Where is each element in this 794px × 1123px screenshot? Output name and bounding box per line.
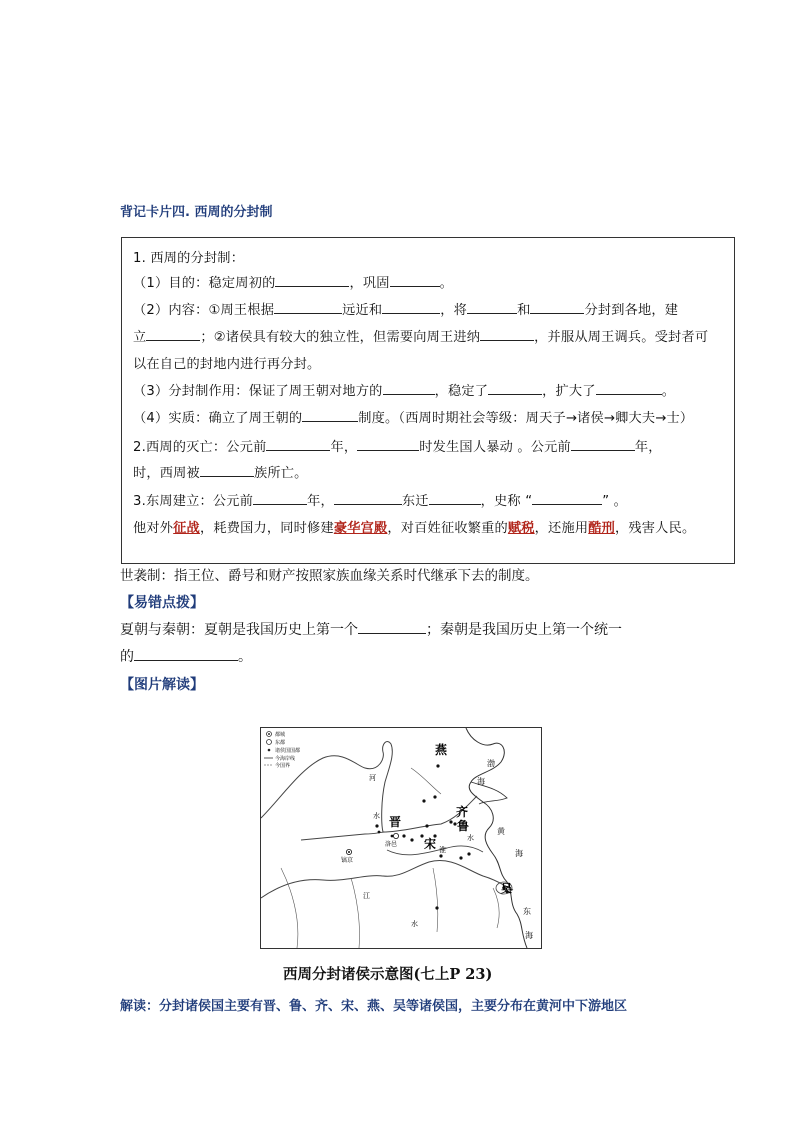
- fill-blank[interactable]: [200, 464, 254, 477]
- text: （3）分封制作用：保证了周王朝对地方的: [133, 384, 383, 399]
- city-dot: [433, 795, 436, 798]
- legend-label: 都城: [275, 732, 286, 738]
- text: 东迁: [401, 494, 429, 509]
- state-jin-label: 晋: [389, 815, 402, 829]
- text: （1）目的：稳定周初的: [133, 276, 276, 291]
- coastline: [466, 728, 527, 948]
- highlight-war: 征战: [173, 521, 200, 536]
- text: ，还施用: [534, 521, 589, 536]
- river-label: 水: [373, 812, 380, 820]
- city-dot: [391, 835, 394, 838]
- picture-heading: 【图片解读】: [120, 677, 204, 693]
- city-dot: [439, 854, 442, 857]
- fill-blank[interactable]: [382, 301, 440, 314]
- tributary: [351, 878, 360, 948]
- text: 。: [238, 649, 252, 665]
- state-yan-label: 燕: [435, 743, 448, 757]
- city-dot: [378, 831, 381, 834]
- city-dot: [459, 856, 462, 859]
- legend-label: 今海岸线: [275, 756, 296, 762]
- text: 远近和: [342, 303, 383, 318]
- text: ，并服从周王调兵。受封者可: [534, 330, 709, 345]
- state-lu-label: 鲁: [457, 819, 470, 833]
- text: 他对外: [133, 521, 174, 536]
- fill-blank[interactable]: [467, 301, 517, 314]
- text: 3.东周建立：公元前: [133, 494, 254, 509]
- easy-error-line-1: [120, 619, 622, 639]
- text: ，对百姓征收繁重的: [387, 521, 508, 536]
- tributary: [281, 868, 298, 948]
- legend-label: 诸侯国国都: [275, 748, 301, 754]
- legend-label: 东都: [275, 740, 286, 746]
- western-zhou-map: [260, 727, 542, 949]
- state-wu-label: 吴: [501, 882, 512, 895]
- text: 。: [439, 276, 454, 291]
- tributary: [433, 868, 438, 932]
- highlight-punishment: 酷刑: [588, 521, 616, 536]
- text: 年，: [634, 440, 662, 455]
- fill-blank[interactable]: [146, 328, 200, 341]
- text: ” 。: [602, 494, 628, 509]
- box-line-7: [133, 407, 693, 426]
- text: ，残害人民。: [615, 521, 696, 536]
- box-line-9: [133, 462, 308, 481]
- fill-blank[interactable]: [134, 648, 238, 661]
- legend-label: 今国界: [275, 763, 291, 769]
- state-song-label: 宋: [424, 837, 437, 851]
- box-line-11: [133, 517, 695, 536]
- tributary: [411, 768, 441, 794]
- haojing-marker-dot: [348, 851, 350, 853]
- fill-blank[interactable]: [571, 438, 635, 451]
- card-title: 背记卡片四. 西周的分封制: [120, 205, 273, 220]
- text: 和: [517, 303, 531, 318]
- box-line-5: 以在自己的封地内进行再分封。: [133, 357, 321, 372]
- river-label: 河: [369, 774, 376, 782]
- city-dot: [435, 906, 438, 909]
- city-dot: [402, 834, 405, 837]
- text: 制度。（西周时期社会等级：周天子→诸侯→卿大夫→士）: [358, 411, 694, 426]
- fill-blank[interactable]: [480, 328, 534, 341]
- text: ，巩固: [349, 276, 390, 291]
- text: 夏朝与秦朝：夏朝是我国历史上第一个: [120, 622, 358, 638]
- luoyi-marker: [393, 833, 398, 838]
- wei-river: [301, 832, 385, 840]
- fill-blank[interactable]: [275, 274, 349, 287]
- fill-blank[interactable]: [383, 382, 435, 395]
- fill-blank[interactable]: [357, 438, 419, 451]
- box-line-10: [133, 490, 627, 509]
- text: ，将: [440, 303, 468, 318]
- city-dot: [436, 764, 439, 767]
- fill-blank[interactable]: [530, 301, 584, 314]
- text: 2.西周的灭亡：公元前: [133, 440, 267, 455]
- river-label: 淮: [439, 846, 446, 854]
- text: 时发生国人暴动 。公元前: [419, 440, 571, 455]
- city-dot: [449, 820, 452, 823]
- box-line-6: [133, 380, 675, 399]
- map-svg: [261, 728, 541, 948]
- highlight-tax: 赋税: [507, 521, 535, 536]
- capital-symbol-dot: [268, 733, 270, 735]
- river-label: 江: [363, 892, 370, 900]
- city-dot: [422, 799, 425, 802]
- text: ，稳定了: [434, 384, 489, 399]
- sea-label: 海: [525, 931, 533, 940]
- text: ，史称 “: [480, 494, 533, 509]
- fill-blank[interactable]: [266, 438, 330, 451]
- fill-blank[interactable]: [429, 492, 481, 505]
- text: 立: [133, 330, 147, 345]
- sea-label: 东: [523, 907, 531, 916]
- city-dot: [375, 824, 378, 827]
- city-dot: [425, 824, 428, 827]
- box-line-8: [133, 436, 662, 455]
- fill-blank[interactable]: [253, 492, 307, 505]
- state-qi-label: 齐: [456, 805, 469, 819]
- text: ，扩大了: [542, 384, 596, 399]
- sea-label: 海: [515, 849, 523, 858]
- fill-blank[interactable]: [596, 382, 662, 395]
- river-label: 水: [467, 834, 474, 842]
- east-capital-symbol: [267, 740, 272, 745]
- sea-label: 渤: [487, 759, 495, 768]
- sea-label: 海: [477, 777, 485, 786]
- text: 的: [120, 649, 134, 665]
- map-reading: 解读：分封诸侯国主要有晋、鲁、齐、宋、燕、吴等诸侯国，主要分布在黄河中下游地区: [120, 999, 628, 1014]
- fill-blank[interactable]: [302, 409, 358, 422]
- text: （4）实质：确立了周王朝的: [133, 411, 303, 426]
- box-line-3: [133, 299, 678, 318]
- hereditary-definition: 世袭制：指王位、爵号和财产按照家族血缘关系时代继承下去的制度。: [120, 568, 539, 584]
- city-dot: [410, 838, 413, 841]
- text: 分封到各地，建: [584, 303, 679, 318]
- city-dot: [467, 852, 470, 855]
- text: ；②诸侯具有较大的独立性，但需要向周王进纳: [200, 330, 481, 345]
- text: 年，: [330, 440, 358, 455]
- fill-blank[interactable]: [488, 382, 542, 395]
- city-luoyi-label: 洛邑: [385, 841, 398, 848]
- yangtze-river: [261, 861, 513, 898]
- sea-label: 黄: [497, 827, 505, 836]
- city-haojing-label: 镐京: [341, 857, 354, 864]
- highlight-palace: 豪华宫殿: [333, 521, 388, 536]
- fill-blank[interactable]: [358, 621, 426, 634]
- box-line-2: [133, 272, 453, 291]
- map-legend: [264, 731, 300, 769]
- tributary: [493, 888, 499, 928]
- map-caption: 西周分封诸侯示意图(七上P 23): [283, 966, 493, 983]
- fill-blank[interactable]: [274, 301, 342, 314]
- easy-error-heading: 【易错点拨】: [120, 595, 204, 611]
- river-label: 水: [411, 920, 418, 928]
- text: 年，: [307, 494, 334, 509]
- text: 时，西周被: [133, 466, 200, 481]
- text: 族所亡。: [253, 466, 308, 481]
- text: （2）内容：①周王根据: [133, 303, 275, 318]
- text: ，耗费国力，同时修建: [199, 521, 334, 536]
- text: ；秦朝是我国历史上第一个统一: [426, 622, 622, 638]
- box-line-1: 1. 西周的分封制：: [133, 251, 245, 266]
- fill-blank[interactable]: [334, 492, 402, 505]
- fill-blank[interactable]: [390, 274, 440, 287]
- box-line-4: [133, 326, 708, 345]
- state-capital-symbol: [268, 749, 271, 752]
- fill-blank[interactable]: [532, 492, 602, 505]
- easy-error-line-2: [120, 646, 252, 666]
- text: 。: [661, 384, 676, 399]
